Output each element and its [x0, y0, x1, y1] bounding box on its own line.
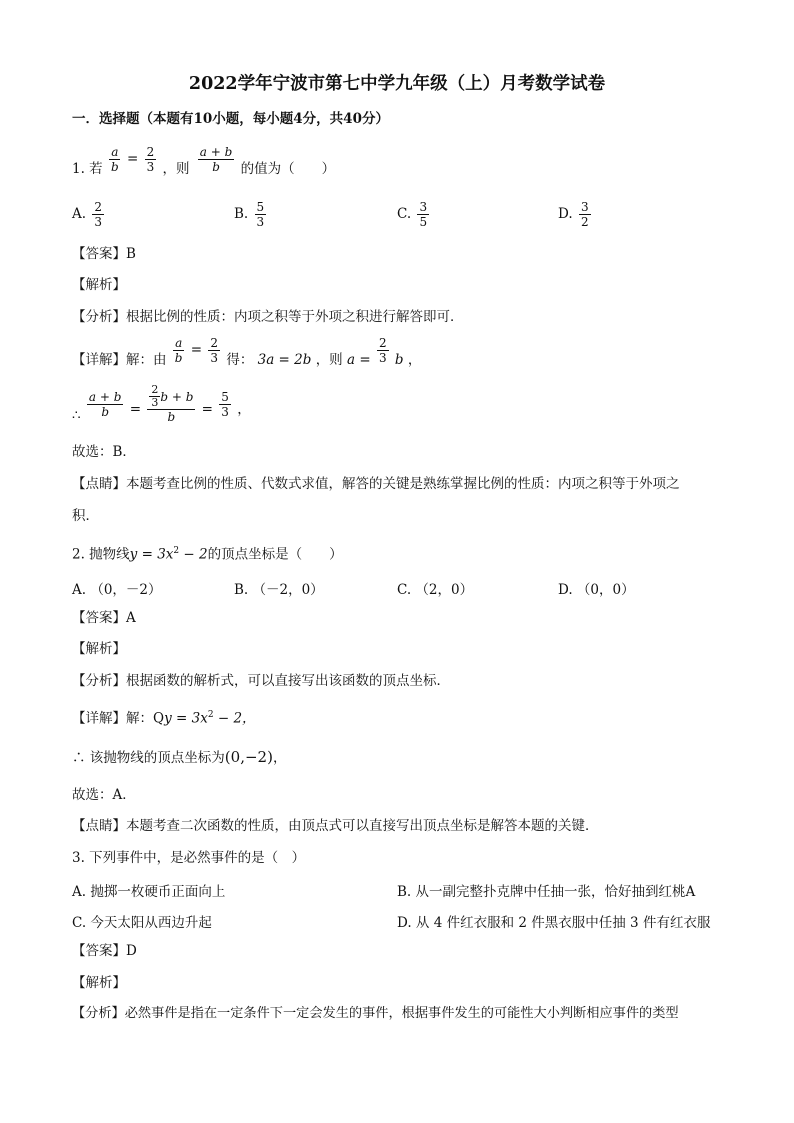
- q1-option-b: B. $\frac{5}{3}$: [234, 200, 265, 229]
- q3-option-b: B. 从一副完整扑克牌中任抽一张，恰好抽到红桃A: [397, 884, 696, 900]
- q3-option-d: D. 从 4 件红衣服和 2 件黑衣服中任抽 3 件有红衣服: [397, 915, 711, 931]
- q1-detail: 【详解】解：由 $\frac{a}{b}$ = $\frac{2}{3}$ 得： 3a = 2b ，则 a = $\frac{2}{3}$ b ，: [72, 336, 422, 368]
- q1-analysis-heading: 【解析】: [72, 277, 126, 293]
- equals-sign: =: [126, 151, 139, 167]
- q1-mid: ，则: [162, 161, 190, 177]
- q1-dianjing-line1: 【点睛】本题考查比例的性质、代数式求值，解答的关键是熟练掌握比例的性质：内项之积等于外项之: [72, 476, 680, 492]
- q1-choice: 故选：B．: [72, 444, 136, 460]
- q3-analysis-heading: 【解析】: [72, 975, 126, 991]
- q1-answer: 【答案】B: [72, 246, 136, 262]
- q3-option-a: A. 抛掷一枚硬币正面向上: [72, 884, 226, 900]
- q2-choice: 故选：A．: [72, 787, 136, 803]
- q2-option-d: D. （0，0）: [558, 582, 635, 598]
- q1-dianjing-line2: 积．: [72, 508, 99, 524]
- q2-dianjing: 【点睛】本题考查二次函数的性质，由顶点式可以直接写出顶点坐标是解答本题的关键．: [72, 818, 599, 834]
- fraction-a-over-b: $\frac{a}{b}$: [110, 145, 119, 174]
- q2-option-b: B. （－2，0）: [234, 582, 324, 598]
- page-title: 2022学年宁波市第七中学九年级（上）月考数学试卷: [188, 74, 606, 94]
- question-1-stem: [72, 145, 335, 178]
- section-heading: 一．选择题（本题有10小题，每小题4分，共40分）: [72, 111, 389, 127]
- q1-option-d: D. $\frac{3}{2}$: [558, 200, 589, 229]
- q2-analysis-heading: 【解析】: [72, 641, 126, 657]
- q2-option-a: A. （0，－2）: [72, 582, 162, 598]
- q3-option-c: C. 今天太阳从西边升起: [72, 915, 212, 931]
- q2-answer: 【答案】A: [72, 610, 136, 626]
- q2-option-c: C. （2，0）: [397, 582, 474, 598]
- q2-detail: 【详解】解：$Qy = 3x^2 - 2$，: [72, 710, 256, 727]
- question-3-stem: 3. 下列事件中，是必然事件的是（ ）: [72, 850, 306, 866]
- fraction-a-plus-b-over-b: $\frac{a + b}{b}$: [199, 145, 233, 174]
- q2-vertex: ∴ 该抛物线的顶点坐标为(0,−2)，: [72, 748, 287, 766]
- q1-therefore: ∴ $\frac{a + b}{b}$ = $\frac{2}{3}$ b + b b = $\frac{5}{3}$ ，: [72, 383, 251, 424]
- q1-option-c: C. $\frac{3}{5}$: [397, 200, 428, 229]
- q1-option-a: A. $\frac{2}{3}$: [72, 200, 102, 229]
- fraction-2-over-3: $\frac{2}{3}$: [146, 145, 155, 174]
- q1-suffix: 的值为（ ）: [240, 161, 336, 177]
- q1-prefix: 1. 若: [72, 161, 103, 177]
- q3-answer: 【答案】D: [72, 943, 137, 959]
- q3-fenxi: 【分析】必然事件是指在一定条件下一定会发生的事件，根据事件发生的可能性大小判断相应事件的类型: [72, 1006, 679, 1021]
- question-2-stem: 2. 抛物线$y = 3x^2 - 2$的顶点坐标是（ ）: [72, 546, 343, 563]
- q2-fenxi: 【分析】根据函数的解析式，可以直接写出该函数的顶点坐标．: [72, 673, 450, 689]
- q1-fenxi: 【分析】根据比例的性质：内项之积等于外项之积进行解答即可．: [72, 309, 464, 325]
